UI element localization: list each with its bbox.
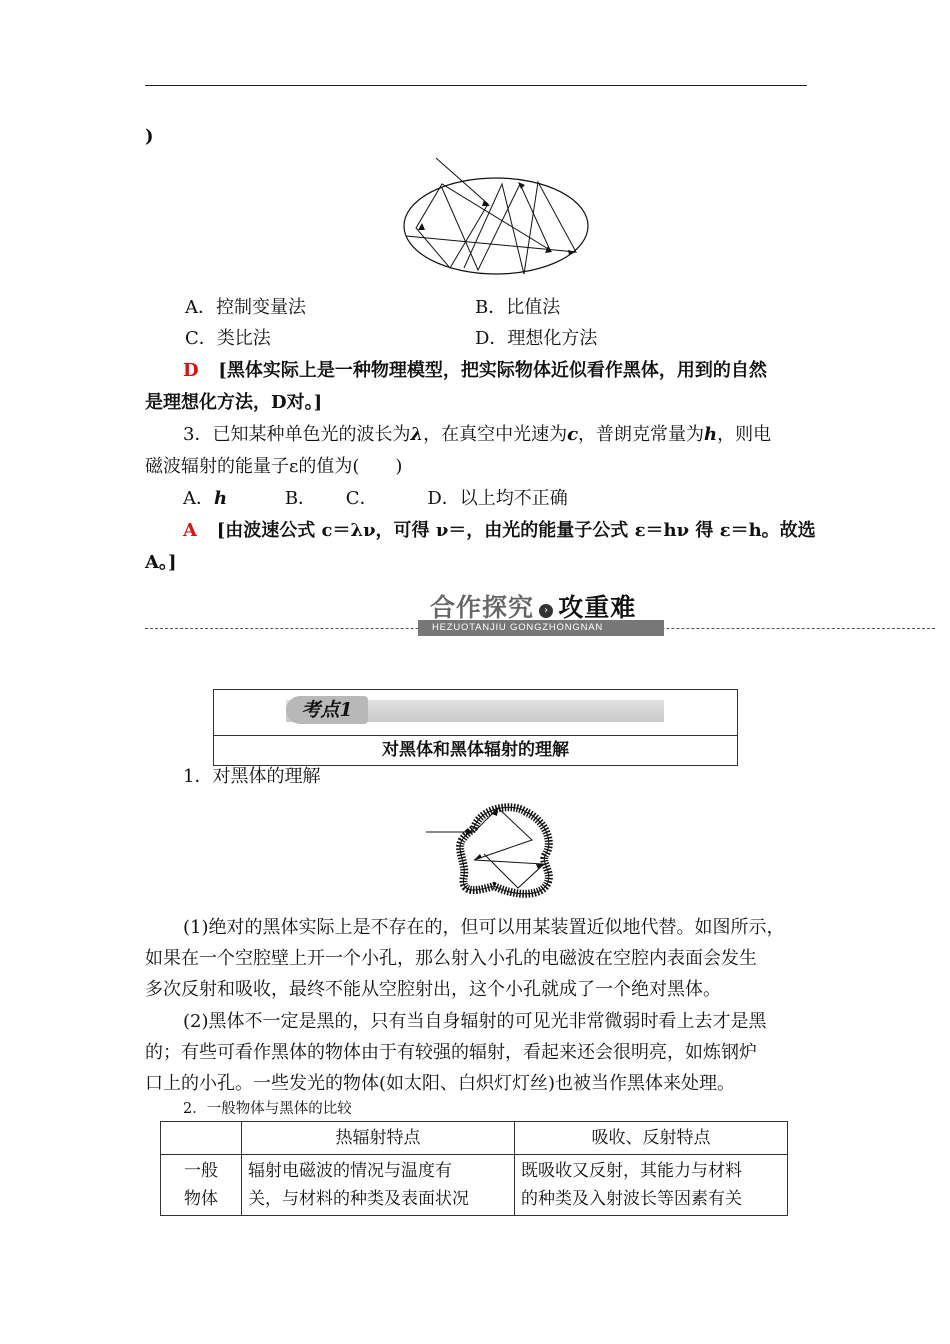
option-d: D．理想化方法 (475, 328, 598, 349)
header-rule (145, 85, 807, 86)
heading-1: 1．对黑体的理解 (183, 766, 321, 787)
h-symbol: h (704, 424, 718, 445)
cell-line: 一般 (184, 1161, 218, 1181)
stem-text: ，在真空中光速为 (423, 424, 568, 445)
table-cell (515, 1155, 788, 1216)
cell-line: 既吸收又反射，其能力与材料 (521, 1161, 742, 1181)
kaodian-tag: 考点1 (286, 696, 368, 724)
table-header-cell (161, 1122, 242, 1155)
option-c: C． (345, 488, 378, 509)
cavity-blackbody-figure (422, 800, 558, 904)
stem-text: ，则电 (717, 424, 772, 445)
q3-options (183, 484, 568, 514)
c-symbol: c (567, 424, 579, 445)
table-row (161, 1155, 788, 1216)
explanation-text-cont: A。] (145, 552, 177, 573)
paragraph-line: (1)绝对的黑体实际上是不存在的，但可以用某装置近似地代替。如图所示， (183, 917, 785, 938)
explanation-text: [由波速公式 c＝λν，可得 ν＝，由光的能量子公式 ε＝hν 得 ε＝h。故选 (216, 520, 816, 541)
paragraph-line: 如果在一个空腔壁上开一个小孔，那么射入小孔的电磁波在空腔内表面会发生 (145, 948, 757, 969)
explanation-text: [黑体实际上是一种物理模型，把实际物体近似看作黑体，用到的自然 (218, 360, 767, 381)
question-3-stem-cont: 磁波辐射的能量子ε的值为( ) (145, 456, 403, 477)
question-paren-tail: ) (145, 126, 154, 147)
table-header-cell: 吸收、反射特点 (515, 1122, 788, 1155)
section-title-left: 合作探究 (430, 593, 535, 622)
option-a-label: A． (183, 488, 214, 509)
table-cell (242, 1155, 515, 1216)
option-c: C．类比法 (185, 328, 271, 349)
option-b: B．比值法 (475, 297, 561, 318)
question-3-stem (183, 420, 771, 450)
section-title-right: 攻重难 (558, 593, 637, 622)
paragraph-line: 的；有些可看作黑体的物体由于有较强的辐射，看起来还会很明亮，如炼钢炉 (145, 1042, 757, 1063)
section-title (430, 588, 636, 624)
paragraph-2 (145, 1006, 817, 1099)
chevron-right-icon: › (539, 604, 553, 618)
answer-explanation-q2 (183, 356, 767, 386)
answer-letter: A (183, 520, 197, 541)
answer-explanation-q3 (183, 516, 816, 546)
comparison-table (160, 1121, 788, 1216)
option-a-value: h (214, 488, 228, 509)
stem-text: ，普朗克常量为 (578, 424, 705, 445)
kaodian-title: 对黑体和黑体辐射的理解 (382, 740, 569, 760)
explanation-text-cont: 是理想化方法，D对。] (145, 392, 323, 413)
table-header-row (161, 1122, 788, 1155)
table-row-label (161, 1155, 242, 1216)
option-b: B． (284, 488, 317, 509)
paragraph-1 (145, 912, 817, 1005)
section-subtitle: HEZUOTANJIU GONGZHONGNAN (432, 622, 604, 633)
answer-letter: D (183, 360, 199, 381)
stem-text: 3．已知某种单色光的波长为 (183, 424, 411, 445)
paragraph-line: 多次反射和吸收，最终不能从空腔射出，这个小孔就成了一个绝对黑体。 (145, 979, 721, 1000)
cell-line: 关，与材料的种类及表面状况 (248, 1189, 469, 1209)
paragraph-line: (2)黑体不一定是黑的，只有当自身辐射的可见光非常微弱时看上去才是黑 (183, 1011, 767, 1032)
ellipse-reflection-figure (398, 156, 594, 282)
heading-2: 2．一般物体与黑体的比较 (183, 1101, 352, 1117)
kaodian-box (213, 689, 738, 766)
lambda-symbol: λ (410, 424, 424, 445)
cell-line: 的种类及入射波长等因素有关 (521, 1189, 742, 1209)
table-header-cell: 热辐射特点 (242, 1122, 515, 1155)
cell-line: 辐射电磁波的情况与温度有 (248, 1161, 452, 1181)
paragraph-line: 口上的小孔。一些发光的物体(如太阳、白炽灯灯丝)也被当作黑体来处理。 (145, 1073, 736, 1094)
option-d: D．以上均不正确 (427, 488, 568, 509)
cell-line: 物体 (184, 1189, 218, 1209)
option-a: A．控制变量法 (185, 297, 306, 318)
